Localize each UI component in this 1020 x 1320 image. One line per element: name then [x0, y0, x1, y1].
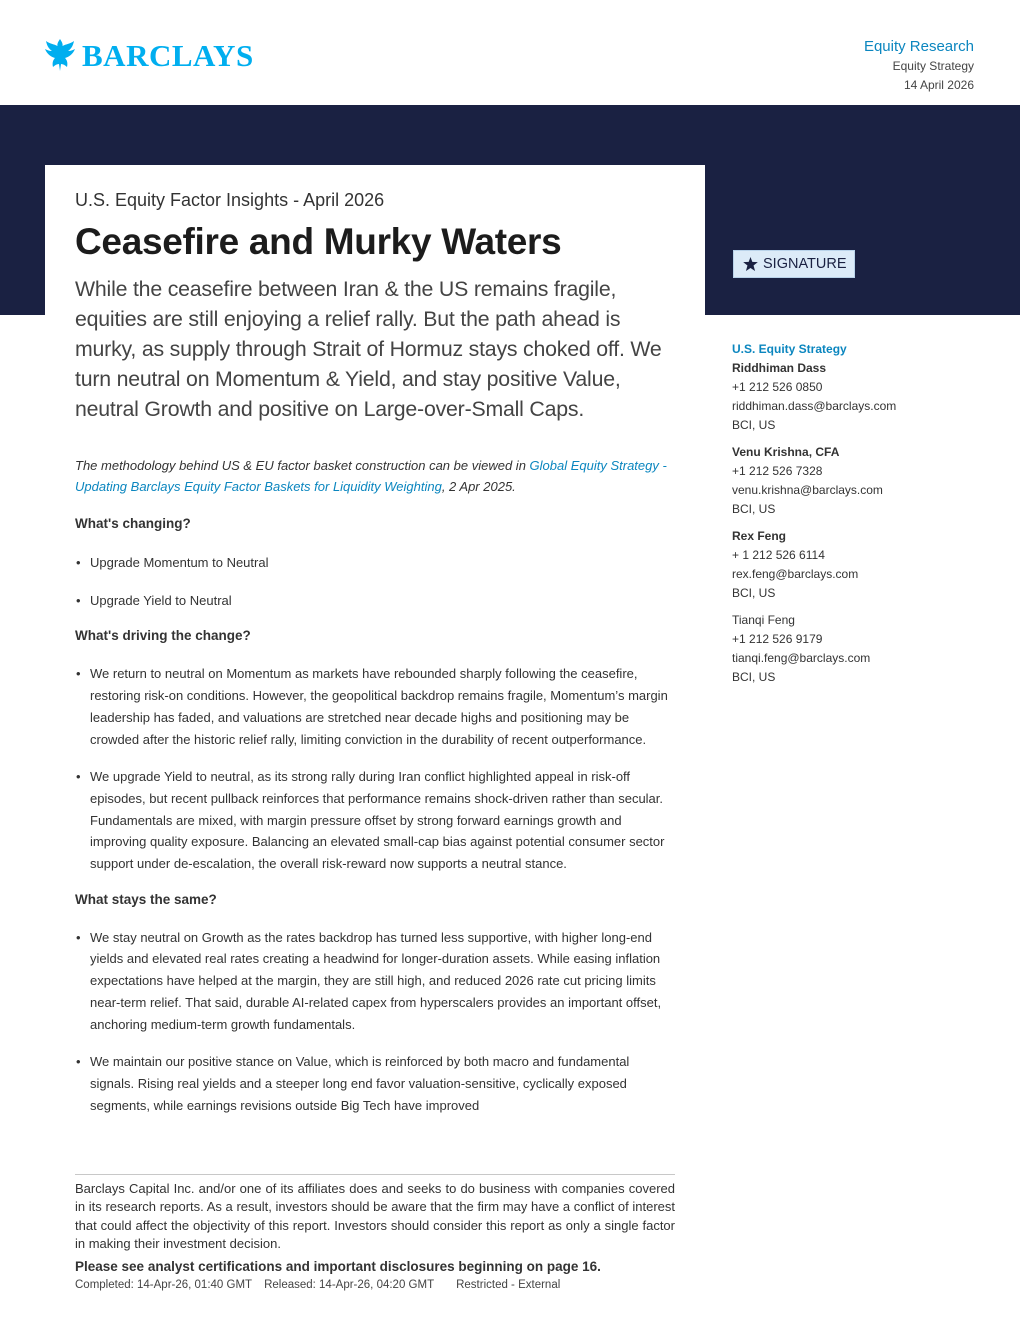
analyst-name: Riddhiman Dass	[732, 361, 827, 375]
report-summary: While the ceasefire between Iran & the US remains fragile, equities are still enjoying a relief rally. But the path ahead is murky, as supply through Strait of Hormuz stays choked off. We turn neutral on Momentum & Yield, and stay positive Value, neutral Growth and positive on Large-over-Small Caps.	[75, 277, 662, 421]
brand-wordmark: BARCLAYS	[82, 37, 254, 73]
analyst-phone: +1 212 526 9179	[732, 632, 823, 646]
list-item: • We stay neutral on Growth as the rates backdrop has turned less supportive, with higher long-end yields and elevated real rates creating a headwind for longer-duration assets. While easing inflation expectations have helped at the margin, they are still high, and reduced 2026 rate cut pricing limits near-term relief. That said, durable AI-related capex from hyperscalers provides an important offset, anchoring medium-term growth fundamentals.	[75, 927, 675, 1036]
analyst-phone: +1 212 526 0850	[732, 380, 823, 394]
page-footer	[75, 1174, 675, 1293]
classification-label: Restricted - External	[456, 1278, 561, 1291]
main-content	[75, 188, 675, 1116]
analyst-entity: BCI, US	[732, 502, 776, 516]
report-date: 14 April 2026	[903, 78, 974, 92]
section-heading-same: What stays the same?	[75, 891, 217, 907]
analyst-name: Rex Feng	[732, 529, 787, 543]
analyst-card	[732, 611, 982, 687]
same-list	[75, 927, 675, 1117]
signature-badge	[733, 250, 855, 278]
analyst-email[interactable]: venu.krishna@barclays.com	[732, 483, 883, 497]
changing-list	[75, 552, 675, 611]
driving-list	[75, 663, 675, 874]
list-item: • We upgrade Yield to neutral, as its strong rally during Iran conflict highlighted appeal in risk-off episodes, but recent pullback reinforces that performance remains shock-driven rather than secular. Fundamentals are mixed, with margin pressure offset by strong forward earnings growth and improving quality exposure. Balancing an elevated small-cap bias against potential consumer sector support under de-escalation, the overall risk-reward now supports a neutral stance.	[75, 766, 675, 875]
list-item: • We return to neutral on Momentum as markets have rebounded sharply following the ceasefire, restoring risk-on conditions. However, the geopolitical backdrop remains fragile, Momentum’s margin leadership has faded, and valuations are stretched near decade highs and positioning may be crowded after the historic relief rally, limiting conviction in the durability of recent outperformance.	[75, 663, 675, 750]
analyst-entity: BCI, US	[732, 418, 776, 432]
analyst-phone: +1 212 526 7328	[732, 464, 823, 478]
star-icon	[743, 257, 758, 271]
methodology-prefix: The methodology behind US & EU factor basket construction can be viewed in	[75, 458, 530, 473]
analyst-email[interactable]: tianqi.feng@barclays.com	[732, 651, 871, 665]
methodology-suffix: , 2 Apr 2025.	[441, 479, 516, 494]
analyst-email[interactable]: rex.feng@barclays.com	[732, 567, 859, 581]
analyst-name: Venu Krishna, CFA	[732, 445, 840, 459]
analyst-entity: BCI, US	[732, 670, 776, 684]
signature-label: SIGNATURE	[763, 256, 847, 272]
analyst-entity: BCI, US	[732, 586, 776, 600]
released-timestamp: Released: 14-Apr-26, 04:20 GMT	[264, 1278, 435, 1291]
section-heading-changing: What's changing?	[75, 516, 191, 531]
analyst-phone: + 1 212 526 6114	[732, 548, 825, 562]
list-item: • Upgrade Yield to Neutral	[75, 590, 675, 612]
completed-timestamp: Completed: 14-Apr-26, 01:40 GMT	[75, 1278, 253, 1291]
analyst-email[interactable]: riddhiman.dass@barclays.com	[732, 399, 897, 413]
section-heading-driving: What's driving the change?	[75, 628, 251, 644]
analyst-card	[732, 527, 982, 603]
analyst-card	[732, 443, 982, 519]
methodology-link[interactable]: Global Equity Strategy - Updating Barclays Equity Factor Baskets for Liquidity Weighting	[75, 458, 667, 494]
list-item: • Upgrade Momentum to Neutral	[75, 552, 675, 574]
page-title: Ceasefire and Murky Waters	[75, 221, 562, 262]
team-name: U.S. Equity Strategy	[732, 342, 847, 356]
barclays-logo	[44, 38, 254, 72]
report-series: U.S. Equity Factor Insights - April 2026	[75, 190, 385, 210]
report-meta	[864, 37, 974, 95]
eagle-icon	[44, 38, 76, 72]
disclosures-note: Please see analyst certifications and important disclosures beginning on page 16.	[75, 1258, 601, 1274]
department-label: Equity Research	[863, 38, 974, 55]
disclaimer-text: Barclays Capital Inc. and/or one of its affiliates does and seeks to do business with companies covered in its research reports. As a result, investors should be aware that the firm may have a conflict of interest that could affect the objectivity of this report. Investors should consider this report as only a single factor in making their investment decision.	[75, 1181, 675, 1252]
methodology-note	[75, 455, 675, 497]
publication-meta	[75, 1277, 675, 1293]
list-item: • We maintain our positive stance on Value, which is reinforced by both macro and fundamental signals. Rising real yields and a steeper long end favor valuation-sensitive, cyclically exposed segments, while earnings revisions outside Big Tech have improved	[75, 1051, 675, 1116]
analyst-list	[732, 340, 982, 695]
subdepartment-label: Equity Strategy	[892, 59, 974, 73]
analyst-card	[732, 359, 982, 435]
analyst-name: Tianqi Feng	[732, 613, 795, 627]
